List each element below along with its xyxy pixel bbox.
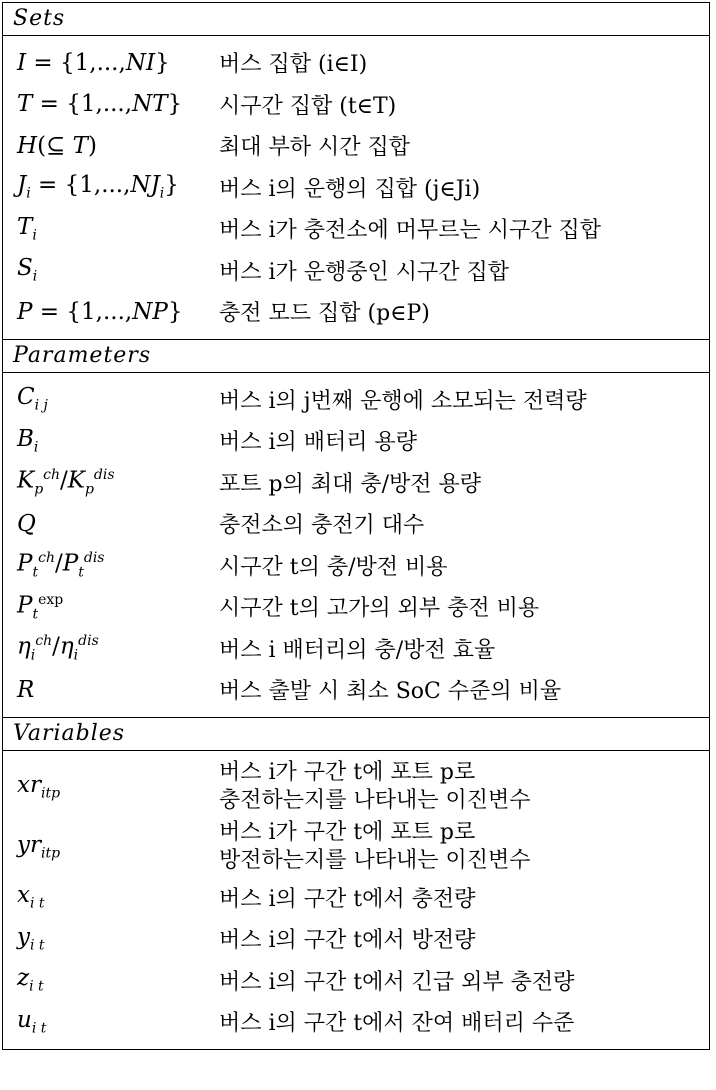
description: 버스 출발 시 최소 SoC 수준의 비율	[219, 679, 562, 705]
table-row	[3, 960, 709, 1002]
symbol: $xr_{itp}$	[17, 771, 61, 802]
description-line: 버스 i가 구간 t에 포트 p로	[219, 759, 476, 785]
table-row	[3, 817, 709, 877]
table-row	[3, 545, 709, 587]
symbol: $B_i$	[17, 425, 39, 456]
symbol: $x_{i t}$	[17, 882, 45, 913]
symbol: $yr_{itp}$	[17, 831, 61, 862]
description	[219, 819, 531, 875]
section-variables	[3, 751, 709, 1049]
symbol: $S_i$	[17, 255, 38, 286]
table-row	[3, 208, 709, 250]
description: 버스 i의 구간 t에서 충전량	[219, 886, 476, 912]
symbol: $T_i$	[17, 213, 37, 244]
symbol: $K_p^{ch}/K_p^{dis}$	[17, 467, 115, 498]
symbol: P = {1,...,NP}	[17, 298, 183, 325]
table-row	[3, 84, 709, 126]
table-row	[3, 503, 709, 545]
section-parameters	[3, 373, 709, 717]
symbol: $P_t^{ch}/P_t^{dis}$	[17, 550, 105, 581]
description	[219, 759, 531, 815]
symbol: Q	[17, 510, 36, 537]
table-row	[3, 877, 709, 919]
table-row	[3, 125, 709, 167]
table-row	[3, 250, 709, 292]
symbol: $y_{i t}$	[17, 923, 45, 954]
description: 버스 i가 충전소에 머무르는 시구간 집합	[219, 218, 602, 244]
symbol: R	[17, 676, 35, 703]
description: 버스 i의 구간 t에서 긴급 외부 충전량	[219, 969, 575, 995]
table-row	[3, 757, 709, 817]
description-line: 방전하는지를 나타내는 이진변수	[219, 847, 531, 873]
table-row	[3, 42, 709, 84]
description: 버스 i의 배터리 용량	[219, 430, 418, 456]
table-row	[3, 628, 709, 670]
description: 시구간 집합 (t∈T)	[219, 93, 397, 119]
description: 충전소의 충전기 대수	[219, 513, 425, 539]
table-row	[3, 586, 709, 628]
description: 버스 i 배터리의 충/방전 효율	[219, 637, 496, 663]
symbol: $P_t^{exp}$	[17, 591, 64, 622]
section-header-sets: Sets	[3, 3, 709, 36]
description: 버스 집합 (i∈I)	[219, 52, 368, 78]
symbol: I = {1,...,NI}	[17, 49, 170, 76]
notation-table	[2, 2, 710, 1050]
symbol: $u_{i t}$	[17, 1006, 47, 1037]
table-row	[3, 291, 709, 333]
symbol: H(⊆ T)	[17, 132, 97, 159]
symbol: $z_{i t}$	[17, 965, 44, 996]
table-row	[3, 420, 709, 462]
table-row	[3, 167, 709, 209]
description: 버스 i의 j번째 운행에 소모되는 전력량	[219, 388, 587, 414]
description: 시구간 t의 고가의 외부 충전 비용	[219, 596, 540, 622]
description: 버스 i의 구간 t에서 방전량	[219, 928, 476, 954]
table-row	[3, 1001, 709, 1043]
description: 버스 i의 운행의 집합 (j∈Ji)	[219, 176, 481, 202]
section-sets	[3, 36, 709, 339]
symbol: $\eta_i^{ch}/\eta_i^{dis}$	[17, 633, 99, 664]
table-row	[3, 462, 709, 504]
section-header-parameters: Parameters	[3, 339, 709, 373]
description: 포트 p의 최대 충/방전 용량	[219, 471, 481, 497]
table-row	[3, 379, 709, 421]
description: 시구간 t의 충/방전 비용	[219, 554, 448, 580]
section-header-variables: Variables	[3, 717, 709, 751]
description: 충전 모드 집합 (p∈P)	[219, 301, 430, 327]
symbol: $C_{i j}$	[17, 384, 48, 415]
description-line: 충전하는지를 나타내는 이진변수	[219, 787, 531, 813]
description: 최대 부하 시간 집합	[219, 135, 410, 161]
description: 버스 i가 운행중인 시구간 집합	[219, 259, 510, 285]
description-line: 버스 i가 구간 t에 포트 p로	[219, 819, 476, 845]
description: 버스 i의 구간 t에서 잔여 배터리 수준	[219, 1011, 575, 1037]
table-row	[3, 918, 709, 960]
symbol: T = {1,...,NT}	[17, 91, 183, 118]
table-row	[3, 669, 709, 711]
symbol: $J_i = \{1,...,NJ_i\}$	[17, 172, 179, 203]
